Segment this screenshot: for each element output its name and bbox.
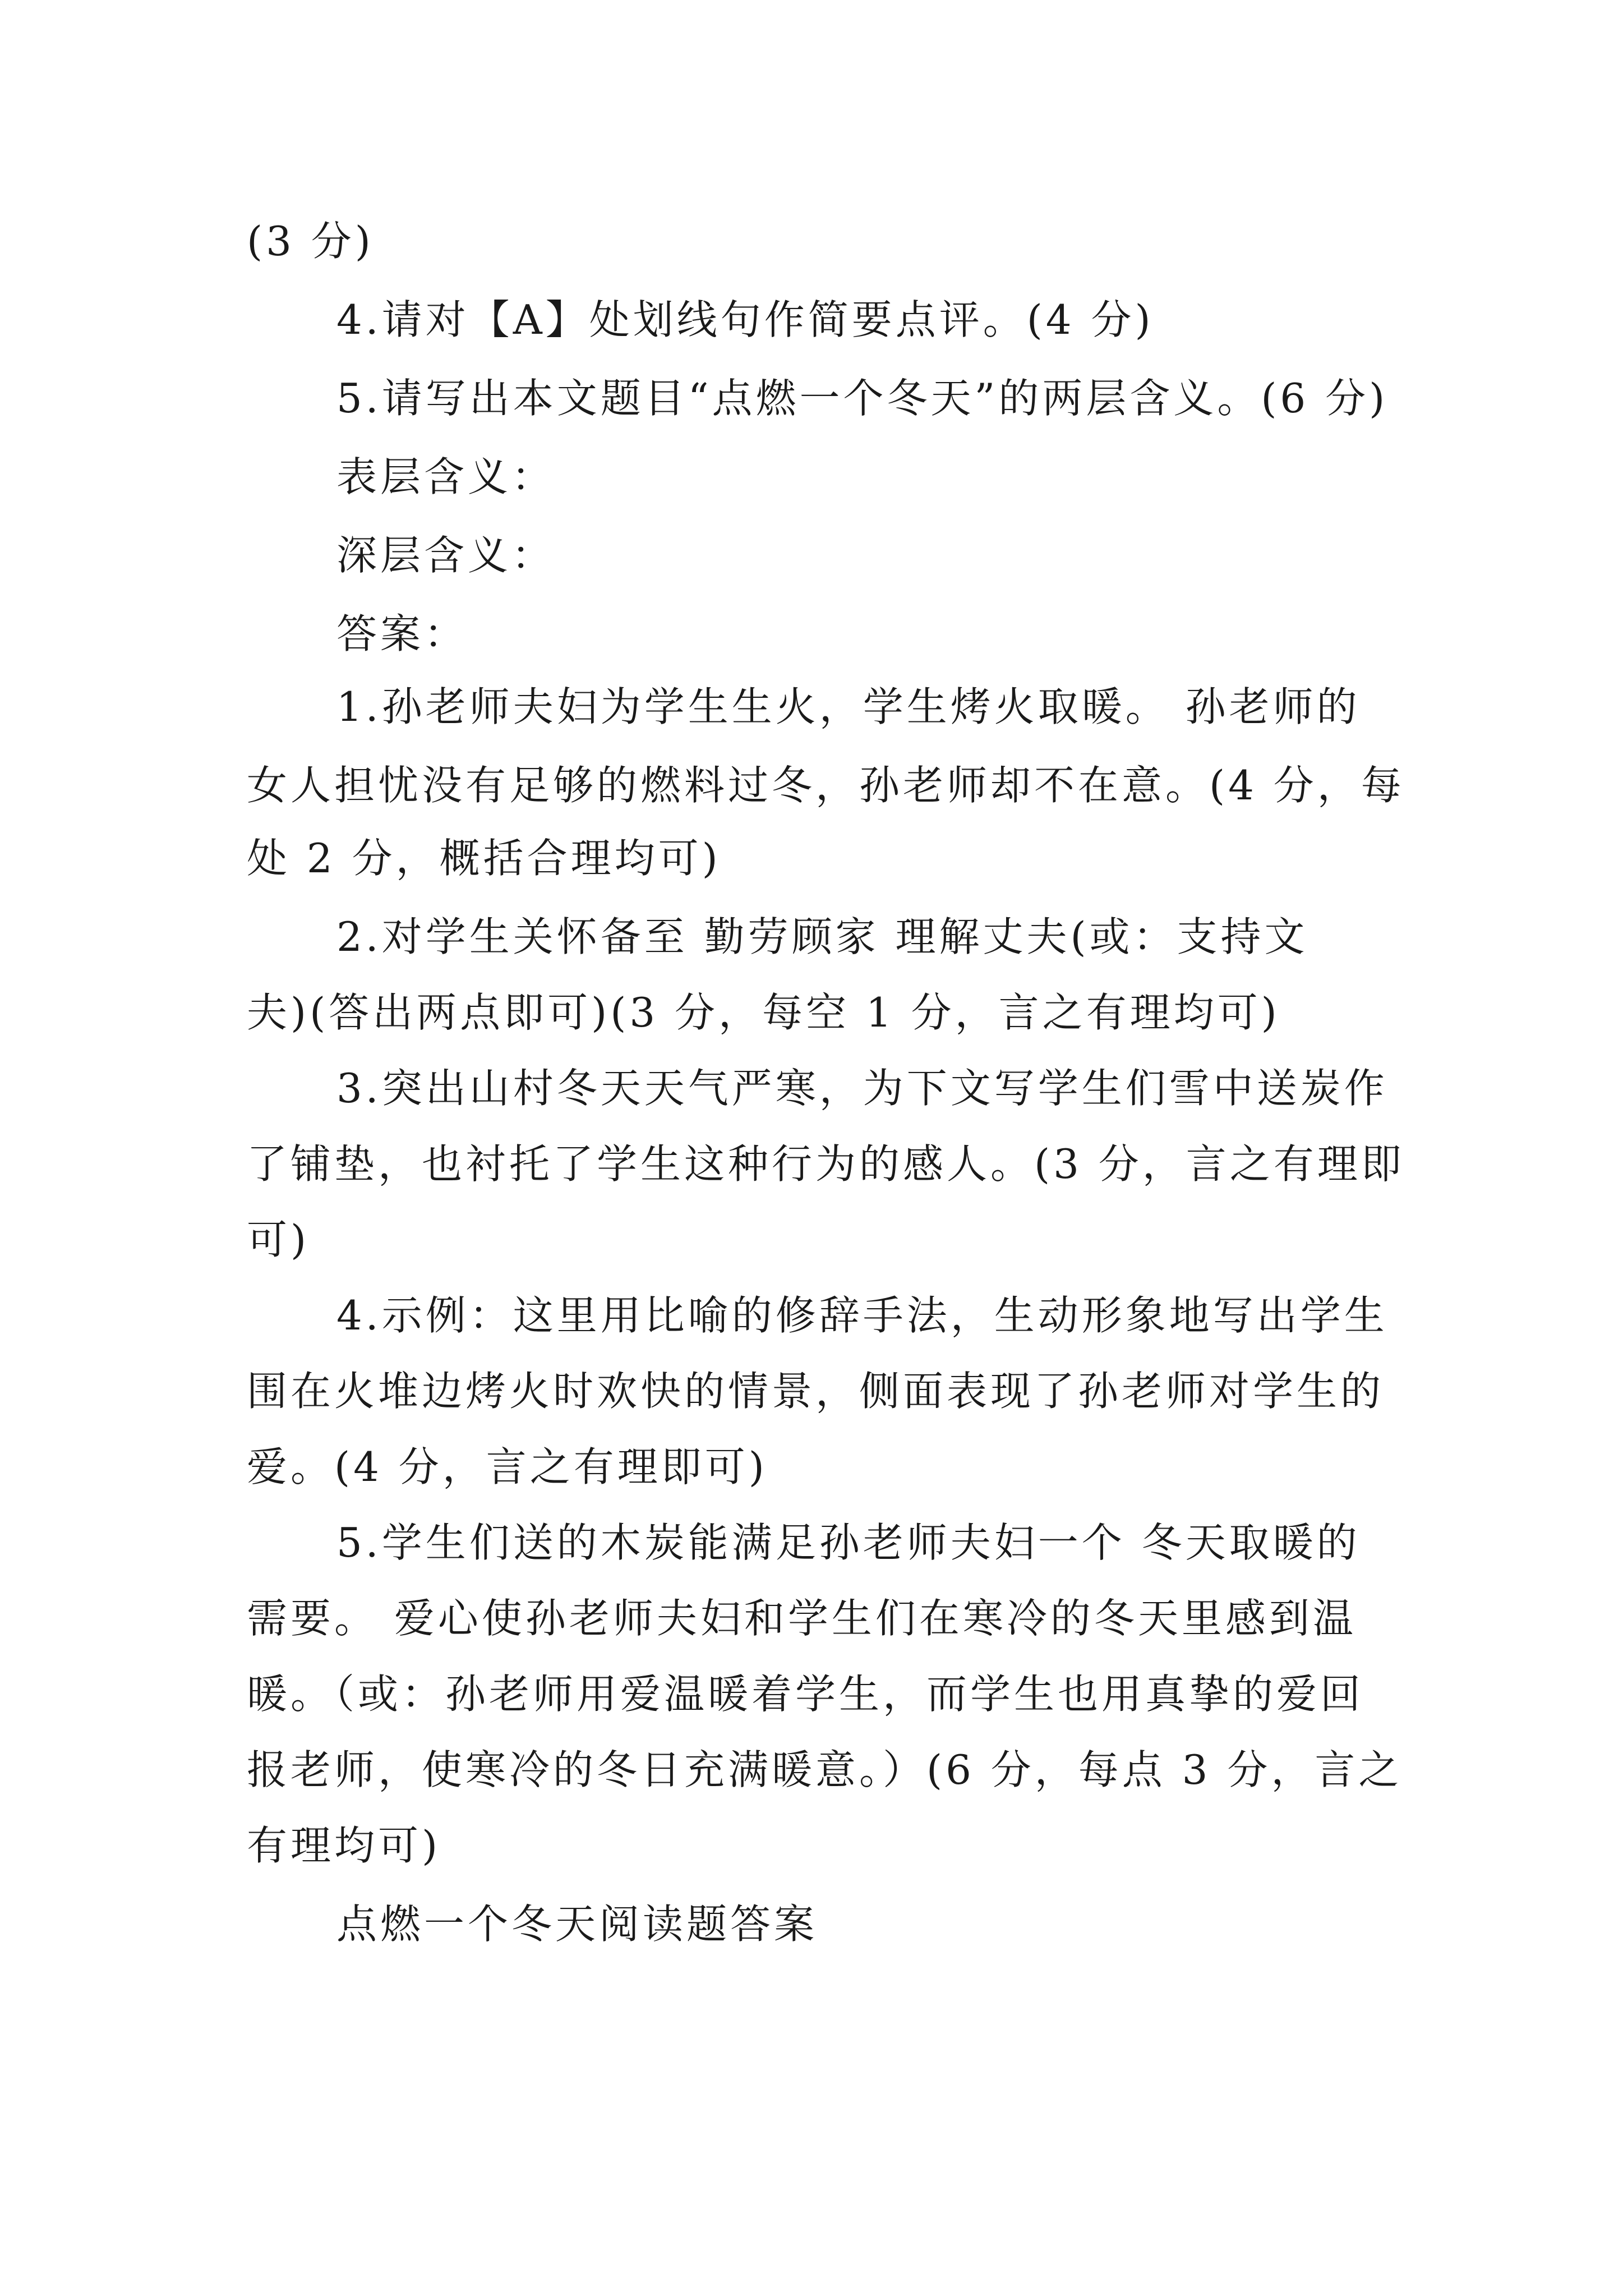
text-line: 女人担忧没有足够的燃料过冬，孙老师却不在意。(4 分，每 bbox=[247, 762, 1405, 809]
footer-title: 点燃一个冬天阅读题答案 bbox=[336, 1901, 818, 1948]
text-line: 有理均可) bbox=[247, 1822, 441, 1869]
answer-heading: 答案： bbox=[336, 610, 468, 657]
answer-5: 5.学生们送的木炭能满足孙老师夫妇一个 冬天取暖的 bbox=[336, 1519, 1361, 1566]
text-line: 围在火堆边烤火时欢快的情景，侧面表现了孙老师对学生的 bbox=[247, 1368, 1385, 1415]
surface-meaning-label: 表层含义： bbox=[336, 453, 556, 500]
question-5: 5.请写出本文题目“点燃一个冬天”的两层含义。(6 分) bbox=[336, 375, 1389, 422]
deep-meaning-label: 深层含义： bbox=[336, 532, 556, 579]
answer-1: 1.孙老师夫妇为学生生火，学生烤火取暖。 孙老师的 bbox=[336, 683, 1361, 730]
text-line: 可) bbox=[247, 1216, 310, 1263]
text-line: 处 2 分，概括合理均可) bbox=[247, 835, 721, 882]
answer-2: 2.对学生关怀备至 勤劳顾家 理解丈夫(或：支持文 bbox=[336, 913, 1308, 960]
text-line: (3 分) bbox=[247, 218, 374, 265]
text-line: 需要。 爱心使孙老师夫妇和学生们在寒冷的冬天里感到温 bbox=[247, 1595, 1357, 1642]
answer-3: 3.突出山村冬天天气严寒，为下文写学生们雪中送炭作 bbox=[336, 1065, 1388, 1112]
text-line: 夫)(答出两点即可)(3 分，每空 1 分，言之有理均可) bbox=[247, 989, 1280, 1036]
text-line: 报老师，使寒冷的冬日充满暖意。）(6 分，每点 3 分，言之 bbox=[247, 1746, 1403, 1793]
answer-4: 4.示例：这里用比喻的修辞手法，生动形象地写出学生 bbox=[336, 1292, 1388, 1339]
text-line: 爱。(4 分，言之有理即可) bbox=[247, 1443, 768, 1490]
text-line: 暖。（或：孙老师用爱温暖着学生，而学生也用真挚的爱回 bbox=[247, 1671, 1364, 1718]
text-line: 了铺垫，也衬托了学生这种行为的感人。(3 分，言之有理即 bbox=[247, 1140, 1405, 1188]
question-4: 4.请对【A】处划线句作简要点评。(4 分) bbox=[336, 296, 1154, 343]
